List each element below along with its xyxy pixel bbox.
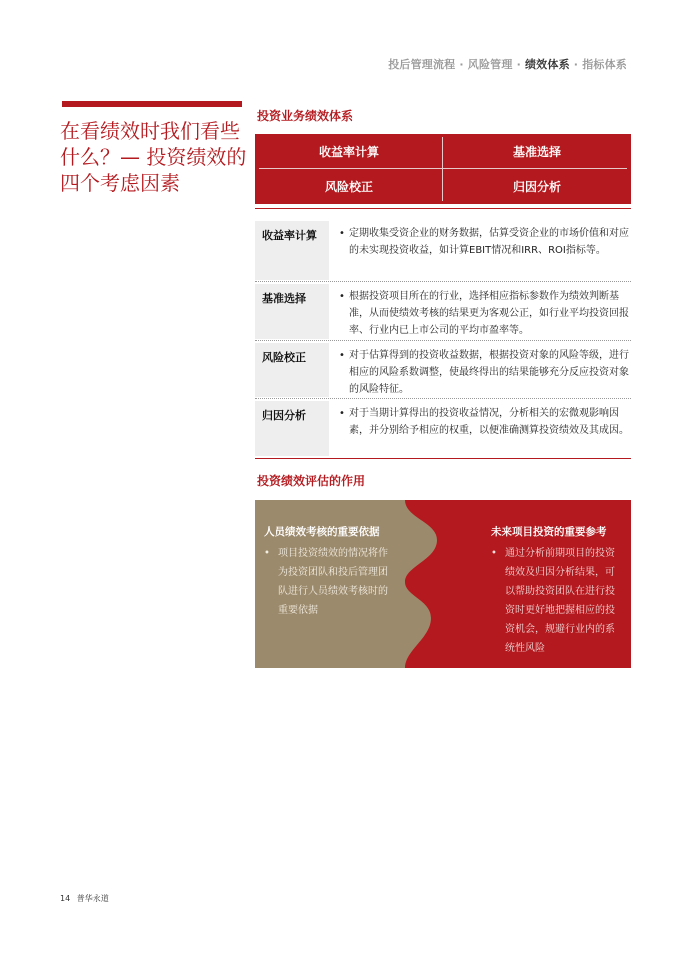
factor-grid: [255, 134, 631, 204]
dotted-divider: [255, 398, 631, 399]
grid-cell-return-calc: 收益率计算: [318, 145, 379, 159]
detail-label: 收益率计算: [255, 221, 329, 280]
detail-label: 基准选择: [255, 284, 329, 339]
bullet-icon: •: [264, 548, 270, 559]
page-title: 在看绩效时我们看些什么？— 投资绩效的四个考虑因素: [60, 119, 247, 195]
detail-body: 定期收集受资企业的财务数据，估算受资企业的市场价值和对应的未实现投资收益，如计算EBIT情况和IRR、ROI指标等。: [349, 228, 629, 256]
breadcrumb-item: 投后管理流程: [388, 58, 456, 71]
puzzle-left-text: [264, 544, 392, 620]
detail-row: [255, 401, 631, 458]
detail-text: [339, 405, 629, 439]
detail-text: [339, 225, 629, 259]
detail-body: 对于估算得到的投资收益数据，根据投资对象的风险等级，进行相应的风险系数调整，使最终得出的结果能够充分反应投资对象的风险特征。: [349, 350, 629, 395]
puzzle-left-body: 项目投资绩效的情况将作为投资团队和投后管理团队进行人员绩效考核时的重要依据: [278, 548, 388, 616]
company-name: 普华永道: [76, 894, 109, 903]
puzzle-right-body: 通过分析前期项目的投资绩效及归因分析结果，可以帮助投资团队在进行投资时更好地把握相应的投资机会，规避行业内的系统性风险: [505, 548, 615, 654]
breadcrumb-separator: ·: [516, 58, 521, 71]
puzzle-left-title: 人员绩效考核的重要依据: [264, 526, 380, 538]
detail-row: [255, 284, 631, 341]
section-heading-performance-system: 投资业务绩效体系: [257, 109, 354, 123]
grid-cell-benchmark: 基准选择: [512, 145, 561, 159]
breadcrumb-item: 指标体系: [582, 58, 627, 71]
breadcrumb-separator: ·: [459, 58, 464, 71]
puzzle-graphic: [255, 500, 631, 668]
detail-text: [339, 347, 629, 398]
page-footer: [60, 893, 109, 904]
bullet-icon: •: [339, 408, 345, 419]
breadcrumb-separator: ·: [573, 58, 579, 71]
breadcrumb: [388, 56, 627, 72]
page-number: 14: [60, 894, 71, 903]
bullet-icon: •: [491, 548, 497, 559]
detail-text: [339, 288, 629, 339]
breadcrumb-item: 风险管理: [467, 58, 513, 71]
puzzle-right-title: 未来项目投资的重要参考: [491, 526, 607, 538]
divider-line: [255, 458, 631, 459]
detail-row: [255, 221, 631, 282]
detail-label: 归因分析: [255, 401, 329, 456]
detail-body: 根据投资项目所在的行业，选择相应指标参数作为绩效判断基准，从而使绩效考核的结果更为客观公正，如行业平均投资回报率、行业内已上市公司的平均市盈率等。: [349, 291, 629, 336]
puzzle-right-text: [491, 544, 621, 658]
title-accent-bar: [62, 101, 242, 107]
bullet-icon: •: [339, 228, 345, 239]
grid-divider: [442, 137, 443, 201]
grid-cell-risk-adjust: 风险校正: [324, 180, 373, 194]
dotted-divider: [255, 340, 631, 341]
detail-body: 对于当期计算得出的投资收益情况，分析相关的宏微观影响因素，并分别给予相应的权重，以便准确测算投资绩效及其成因。: [349, 408, 629, 436]
grid-divider: [259, 168, 627, 169]
detail-row: [255, 343, 631, 399]
breadcrumb-item-active: 绩效体系: [524, 58, 570, 71]
bullet-icon: •: [339, 291, 345, 302]
grid-cell-attribution: 归因分析: [512, 180, 561, 194]
bullet-icon: •: [339, 350, 345, 361]
detail-label: 风险校正: [255, 343, 329, 397]
divider-line: [255, 208, 631, 209]
section-heading-evaluation-role: 投资绩效评估的作用: [257, 474, 366, 488]
dotted-divider: [255, 281, 631, 282]
